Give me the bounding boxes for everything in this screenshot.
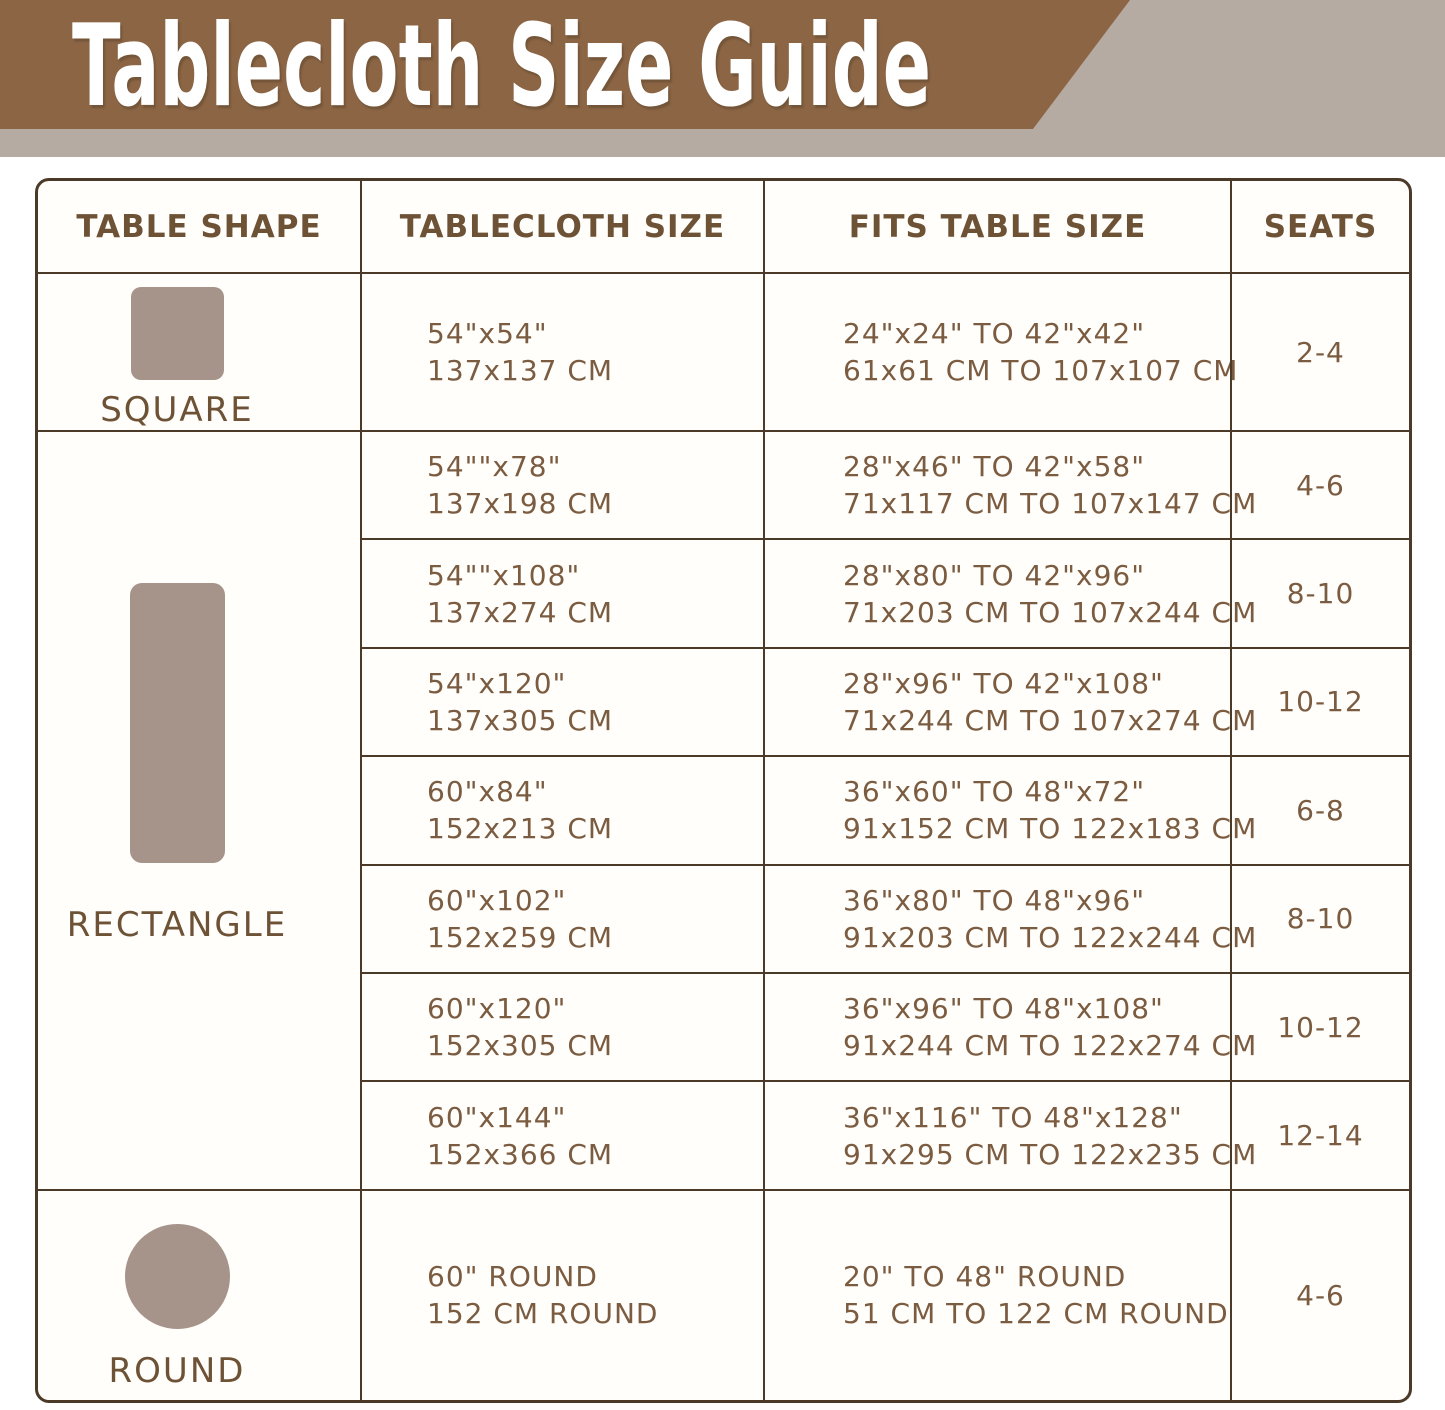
round-label: ROUND bbox=[108, 1350, 246, 1391]
tablecloth-size-cell bbox=[360, 1189, 763, 1400]
size-inches: 60"x120" bbox=[427, 992, 567, 1026]
tablecloth-size-cell bbox=[360, 647, 763, 755]
fits-inches: 36"x116" TO 48"x128" bbox=[843, 1100, 1183, 1134]
column-header-table-shape: TABLE SHAPE bbox=[76, 208, 322, 245]
fits-table-size-cell bbox=[763, 1080, 1258, 1188]
column-header-seats: SEATS bbox=[1230, 181, 1409, 272]
seats-cell: 6-8 bbox=[1230, 755, 1409, 863]
fits-inches: 20" TO 48" ROUND bbox=[843, 1260, 1127, 1294]
size-cm: 137x137 CM bbox=[427, 354, 614, 387]
fits-cm: 91x203 CM TO 122x244 CM bbox=[843, 920, 1258, 954]
size-inches: 54"x120" bbox=[427, 666, 567, 700]
size-inches: 54""x78" bbox=[427, 450, 562, 484]
fits-inches: 28"x46" TO 42"x58" bbox=[843, 450, 1146, 484]
fits-table-size-cell bbox=[763, 972, 1258, 1080]
fits-cm: 91x244 CM TO 122x274 CM bbox=[843, 1029, 1258, 1063]
size-cm: 152x213 CM bbox=[427, 812, 614, 846]
seats-cell: 10-12 bbox=[1230, 647, 1409, 755]
size-cm: 137x274 CM bbox=[427, 595, 614, 629]
square-label: SQUARE bbox=[100, 390, 254, 430]
seats-cell: 8-10 bbox=[1230, 538, 1409, 646]
fits-table-size-cell bbox=[763, 864, 1258, 972]
size-inches: 54"x54" bbox=[427, 317, 548, 350]
fits-inches: 36"x80" TO 48"x96" bbox=[843, 883, 1146, 917]
fits-inches: 36"x96" TO 48"x108" bbox=[843, 992, 1164, 1026]
square-shape-icon bbox=[131, 287, 224, 380]
size-inches: 60"x102" bbox=[427, 883, 567, 917]
tablecloth-size-cell bbox=[360, 864, 763, 972]
seats-cell: 10-12 bbox=[1230, 972, 1409, 1080]
size-cm: 152 CM ROUND bbox=[427, 1297, 659, 1331]
tablecloth-size-cell bbox=[360, 538, 763, 646]
round-shape-icon bbox=[125, 1224, 230, 1329]
fits-cm: 51 CM TO 122 CM ROUND bbox=[843, 1297, 1229, 1331]
rectangle-label: RECTANGLE bbox=[66, 905, 288, 945]
round-shape-group bbox=[38, 1191, 316, 1400]
size-cm: 152x259 CM bbox=[427, 920, 614, 954]
fits-table-size-cell bbox=[763, 538, 1258, 646]
size-inches: 60" ROUND bbox=[427, 1260, 598, 1294]
shape-cell-square bbox=[38, 272, 360, 430]
column-header-fits-table-size: FITS TABLE SIZE bbox=[763, 181, 1230, 272]
fits-cm: 91x295 CM TO 122x235 CM bbox=[843, 1137, 1258, 1171]
fits-cm: 71x203 CM TO 107x244 CM bbox=[843, 595, 1258, 629]
size-cm: 137x198 CM bbox=[427, 487, 614, 521]
size-cm: 152x305 CM bbox=[427, 1029, 614, 1063]
seats-cell: 8-10 bbox=[1230, 864, 1409, 972]
fits-cm: 91x152 CM TO 122x183 CM bbox=[843, 812, 1258, 846]
size-guide-table bbox=[35, 178, 1412, 1403]
shape-cell-round bbox=[38, 1189, 360, 1400]
tablecloth-size-cell bbox=[360, 972, 763, 1080]
tablecloth-size-cell bbox=[360, 755, 763, 863]
seats-cell: 12-14 bbox=[1230, 1080, 1409, 1188]
size-cm: 152x366 CM bbox=[427, 1137, 614, 1171]
fits-cm: 61x61 CM TO 107x107 CM bbox=[843, 354, 1239, 387]
square-shape-group bbox=[38, 274, 316, 430]
rectangle-shape-group bbox=[38, 432, 316, 1189]
fits-inches: 28"x80" TO 42"x96" bbox=[843, 558, 1146, 592]
fits-table-size-cell bbox=[763, 755, 1258, 863]
tablecloth-size-cell bbox=[360, 430, 763, 538]
fits-table-size-cell bbox=[763, 430, 1258, 538]
fits-table-size-cell bbox=[763, 272, 1239, 430]
tablecloth-size-cell bbox=[360, 272, 763, 430]
fits-inches: 24"x24" TO 42"x42" bbox=[843, 317, 1146, 350]
size-cm: 137x305 CM bbox=[427, 703, 614, 737]
page-title: Tablecloth Size Guide bbox=[72, 0, 932, 132]
size-inches: 60"x144" bbox=[427, 1100, 567, 1134]
size-inches: 54""x108" bbox=[427, 558, 581, 592]
fits-table-size-cell bbox=[763, 647, 1258, 755]
column-header-tablecloth-size: TABLECLOTH SIZE bbox=[360, 181, 763, 272]
fits-inches: 36"x60" TO 48"x72" bbox=[843, 775, 1146, 809]
fits-inches: 28"x96" TO 42"x108" bbox=[843, 666, 1164, 700]
size-inches: 60"x84" bbox=[427, 775, 548, 809]
seats-cell: 4-6 bbox=[1230, 1189, 1409, 1400]
seats-cell: 2-4 bbox=[1230, 272, 1409, 430]
fits-cm: 71x117 CM TO 107x147 CM bbox=[843, 487, 1258, 521]
seats-cell: 4-6 bbox=[1230, 430, 1409, 538]
rectangle-shape-icon bbox=[130, 583, 225, 863]
tablecloth-size-cell bbox=[360, 1080, 763, 1188]
fits-table-size-cell bbox=[763, 1189, 1230, 1400]
shape-cell-rectangle bbox=[38, 430, 360, 1189]
fits-cm: 71x244 CM TO 107x274 CM bbox=[843, 703, 1258, 737]
